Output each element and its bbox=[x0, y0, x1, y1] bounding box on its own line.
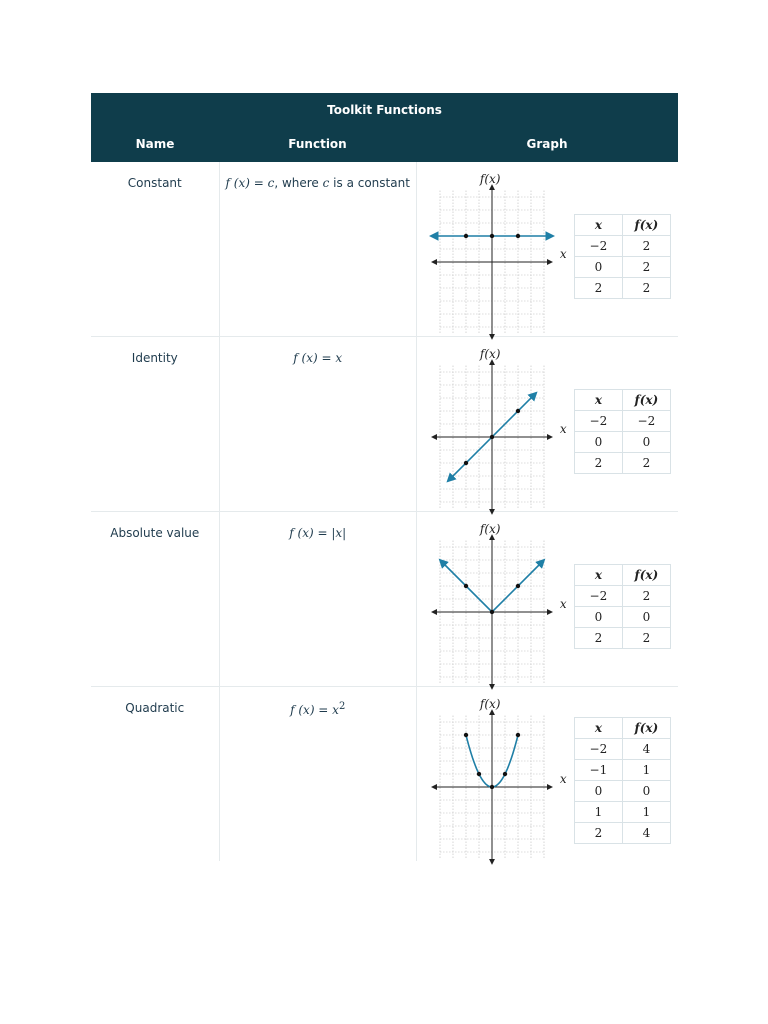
graph-cell bbox=[417, 512, 678, 686]
x-value: 2 bbox=[574, 278, 622, 299]
fx-value: 2 bbox=[622, 453, 670, 474]
toolkit-functions-table bbox=[91, 93, 678, 861]
y-axis-label: f(x) bbox=[479, 697, 501, 711]
fx-value: 2 bbox=[622, 586, 670, 607]
x-axis-label: x bbox=[559, 422, 567, 436]
value-table-row bbox=[574, 760, 670, 781]
y-axis-label: f(x) bbox=[479, 347, 501, 361]
graph-constant bbox=[422, 182, 562, 342]
data-point bbox=[464, 234, 468, 238]
value-table-header bbox=[574, 565, 670, 586]
data-point bbox=[464, 584, 468, 588]
value-table bbox=[574, 717, 671, 844]
table-header-row bbox=[91, 126, 678, 162]
value-table-header bbox=[574, 390, 670, 411]
graph-absolute-value bbox=[422, 532, 562, 692]
fx-value: 2 bbox=[622, 628, 670, 649]
x-column-header: x bbox=[574, 390, 622, 411]
table-row bbox=[91, 337, 678, 512]
value-table bbox=[574, 564, 671, 649]
header-name: Name bbox=[135, 137, 175, 151]
x-axis-label: x bbox=[559, 597, 567, 611]
x-axis-label: x bbox=[559, 772, 567, 786]
value-table-row bbox=[574, 607, 670, 628]
fx-value: 1 bbox=[622, 802, 670, 823]
fx-value: 2 bbox=[622, 257, 670, 278]
fx-value: 1 bbox=[622, 760, 670, 781]
data-point bbox=[490, 234, 494, 238]
x-value: 0 bbox=[574, 432, 622, 453]
x-column-header: x bbox=[574, 718, 622, 739]
value-table-row bbox=[574, 628, 670, 649]
x-value: −2 bbox=[574, 586, 622, 607]
graph-cell bbox=[417, 162, 678, 336]
function-name: Identity bbox=[131, 351, 178, 365]
data-point bbox=[503, 772, 507, 776]
y-axis-label: f(x) bbox=[479, 522, 501, 536]
x-axis-label: x bbox=[559, 247, 567, 261]
data-point bbox=[516, 584, 520, 588]
x-column-header: x bbox=[574, 215, 622, 236]
y-axis-label: f(x) bbox=[479, 172, 501, 186]
fx-column-header: f(x) bbox=[622, 215, 670, 236]
x-value: 2 bbox=[574, 453, 622, 474]
value-table-row bbox=[574, 278, 670, 299]
value-table-row bbox=[574, 432, 670, 453]
x-value: 2 bbox=[574, 628, 622, 649]
x-value: 0 bbox=[574, 607, 622, 628]
fx-value: 0 bbox=[622, 432, 670, 453]
fx-value: 4 bbox=[622, 823, 670, 844]
x-value: −1 bbox=[574, 760, 622, 781]
x-value: 0 bbox=[574, 257, 622, 278]
function-name: Absolute value bbox=[110, 526, 200, 540]
data-point bbox=[477, 772, 481, 776]
graph-quadratic bbox=[422, 707, 562, 867]
value-table-row bbox=[574, 739, 670, 760]
fx-column-header: f(x) bbox=[622, 565, 670, 586]
fx-column-header: f(x) bbox=[622, 718, 670, 739]
table-row bbox=[91, 162, 678, 337]
function-formula: f $(x) = x^2$ bbox=[290, 701, 346, 717]
x-value: 0 bbox=[574, 781, 622, 802]
x-value: −2 bbox=[574, 411, 622, 432]
data-point bbox=[464, 461, 468, 465]
header-function: Function bbox=[288, 137, 347, 151]
data-point bbox=[490, 785, 494, 789]
x-value: 1 bbox=[574, 802, 622, 823]
fx-value: 0 bbox=[622, 781, 670, 802]
function-name: Quadratic bbox=[125, 701, 185, 715]
x-value: −2 bbox=[574, 236, 622, 257]
function-formula: f (x) = x bbox=[293, 351, 343, 365]
data-point bbox=[516, 234, 520, 238]
value-table-row bbox=[574, 257, 670, 278]
fx-value: 2 bbox=[622, 236, 670, 257]
data-point bbox=[464, 733, 468, 737]
table-row bbox=[91, 512, 678, 687]
data-point bbox=[490, 435, 494, 439]
table-title: Toolkit Functions bbox=[91, 93, 678, 126]
x-value: −2 bbox=[574, 739, 622, 760]
fx-value: −2 bbox=[622, 411, 670, 432]
value-table-row bbox=[574, 453, 670, 474]
fx-column-header: f(x) bbox=[622, 390, 670, 411]
value-table-row bbox=[574, 781, 670, 802]
function-formula: f (x) = c, where c is a constant bbox=[225, 176, 410, 190]
value-table-row bbox=[574, 823, 670, 844]
header-graph: Graph bbox=[526, 137, 568, 151]
value-table-row bbox=[574, 586, 670, 607]
value-table-header bbox=[574, 718, 670, 739]
graph-cell bbox=[417, 687, 678, 861]
graph-identity bbox=[422, 357, 562, 517]
fx-value: 4 bbox=[622, 739, 670, 760]
data-point bbox=[490, 610, 494, 614]
value-table-row bbox=[574, 411, 670, 432]
fx-value: 0 bbox=[622, 607, 670, 628]
graph-cell bbox=[417, 337, 678, 511]
fx-value: 2 bbox=[622, 278, 670, 299]
value-table-header bbox=[574, 215, 670, 236]
data-point bbox=[516, 733, 520, 737]
value-table bbox=[574, 389, 671, 474]
function-formula: f (x) = |x| bbox=[289, 526, 347, 540]
table-row bbox=[91, 687, 678, 861]
data-point bbox=[516, 409, 520, 413]
value-table-row bbox=[574, 802, 670, 823]
function-name: Constant bbox=[127, 176, 182, 190]
x-column-header: x bbox=[574, 565, 622, 586]
value-table-row bbox=[574, 236, 670, 257]
x-value: 2 bbox=[574, 823, 622, 844]
value-table bbox=[574, 214, 671, 299]
